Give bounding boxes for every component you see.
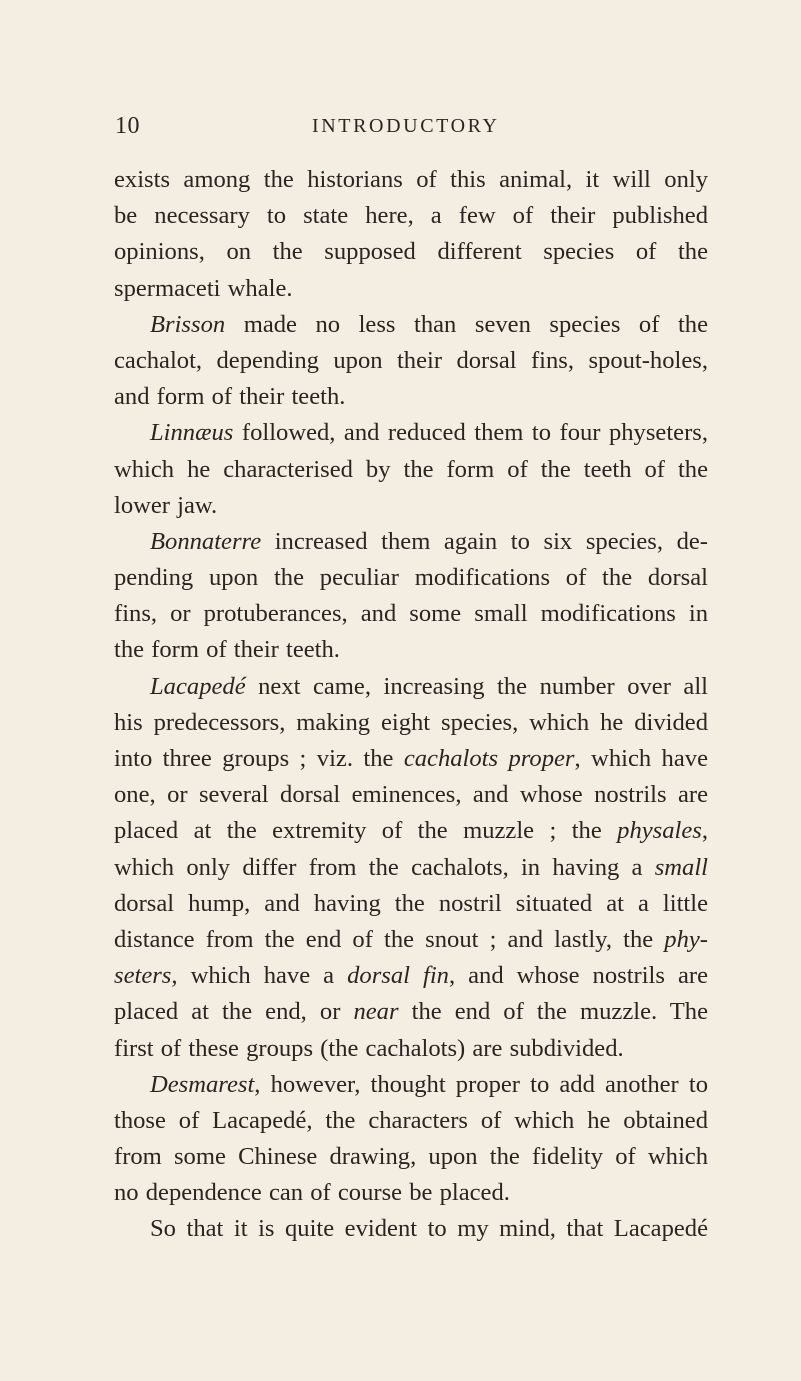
text-line: first of these groups (the cachalots) are subdivided. xyxy=(114,1034,624,1062)
text-line: no dependence can of course be placed. xyxy=(114,1179,510,1207)
author-name: Bonnaterre xyxy=(150,527,262,555)
text-line: seters, which have a dorsal fin, and whose nostrils are xyxy=(114,962,708,990)
text-line: placed at the extremity of the muzzle ; the physales, xyxy=(114,817,708,845)
author-name: Desmarest xyxy=(150,1070,255,1098)
text-line: into three groups ; viz. the cachalots proper, which have xyxy=(114,745,708,772)
text-line: distance from the end of the snout ; and lastly, the phy- xyxy=(114,925,708,953)
author-name: Linnæus xyxy=(150,419,234,447)
text-line: placed at the end, or near the end of the muzzle. The xyxy=(114,998,708,1026)
text-line: cachalot, depending upon their dorsal fins, spout-holes, xyxy=(114,346,708,374)
text-line: his predecessors, making eight species, which he divided xyxy=(114,708,708,736)
text-line: lower jaw. xyxy=(114,491,218,519)
text-line: the form of their teeth. xyxy=(114,636,340,664)
text-line: from some Chinese drawing, upon the fidelity of which xyxy=(114,1143,708,1171)
paragraph-final-line: So that it is quite evident to my mind, that Lacapedé xyxy=(150,1215,708,1243)
text-line: exists among the historians of this animal, it will only xyxy=(114,166,708,193)
paragraph-desmarest-line: Desmarest, however, thought proper to add another to xyxy=(150,1070,708,1098)
text-line: one, or several dorsal eminences, and whose nostrils are xyxy=(114,781,708,809)
paragraph-brisson-line: Brisson made no less than seven species of the xyxy=(150,310,708,338)
paragraph-linnaeus-line: Linnæus followed, and reduced them to four physeters, xyxy=(150,419,708,447)
paragraph-bonnaterre-line: Bonnaterre increased them again to six species, de- xyxy=(150,527,708,555)
text-line: be necessary to state here, a few of their published xyxy=(114,202,708,230)
author-name: Lacapedé xyxy=(150,672,246,700)
page-header xyxy=(0,113,801,149)
body-text xyxy=(114,162,708,1248)
text-line: opinions, on the supposed different species of the xyxy=(114,238,708,266)
text-line: spermaceti whale. xyxy=(114,274,293,302)
text-line: pending upon the peculiar modifications of the dorsal xyxy=(114,564,708,592)
author-name: Brisson xyxy=(150,310,226,338)
running-head: INTRODUCTORY xyxy=(312,115,500,137)
text-line: dorsal hump, and having the nostril situated at a little xyxy=(114,889,708,917)
text-line: which only differ from the cachalots, in having a small xyxy=(114,853,708,881)
paragraph-lacepede-line: Lacapedé next came, increasing the number over all xyxy=(150,672,708,700)
text-line: those of Lacapedé, the characters of which he obtained xyxy=(114,1106,708,1134)
text-line: fins, or protuberances, and some small modifications in xyxy=(114,600,708,628)
text-line: and form of their teeth. xyxy=(114,383,346,411)
text-line: which he characterised by the form of the teeth of the xyxy=(114,455,708,483)
page-number: 10 xyxy=(115,113,140,139)
